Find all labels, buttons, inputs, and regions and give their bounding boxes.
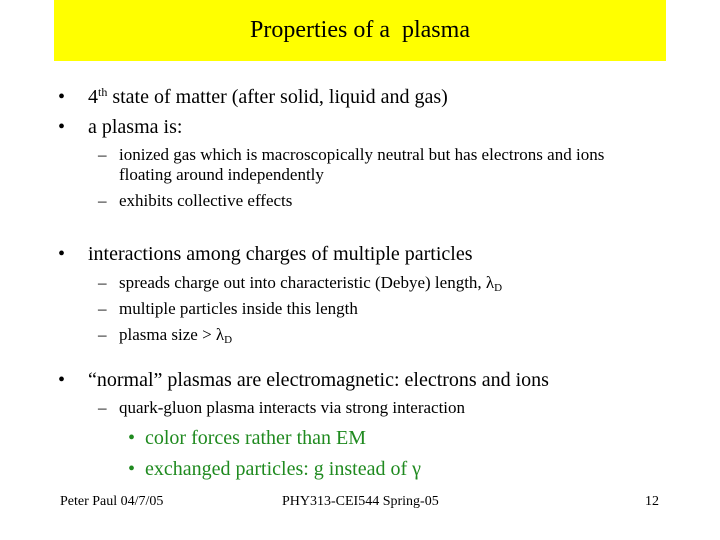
subbullet-debye-length: [98, 273, 502, 293]
green-bullet-exchanged-particles: [128, 458, 421, 481]
subbullet-multiple-particles: [98, 299, 358, 319]
bullet-plasma-is: [58, 116, 182, 139]
footer-author-date: Peter Paul 04/7/05: [60, 494, 164, 509]
dash-icon: –: [98, 325, 107, 344]
bullet-icon: •: [58, 369, 66, 391]
subbullet-text: exhibits collective effects: [119, 191, 293, 210]
title-bar: [54, 0, 666, 61]
dash-icon: –: [98, 191, 107, 210]
bullet-text: interactions among charges of multiple particles: [88, 243, 473, 265]
subbullet-ionized-gas: [98, 145, 604, 185]
bullet-text: a plasma is:: [88, 116, 183, 138]
subbullet-text: quark-gluon plasma interacts via strong interaction: [119, 398, 466, 417]
subbullet-text: spreads charge out into characteristic (Debye) length, λ: [119, 273, 495, 292]
subbullet-quark-gluon: [98, 398, 465, 418]
green-bullet-color-forces: [128, 427, 366, 450]
bullet-icon: •: [128, 458, 136, 480]
dash-icon: –: [98, 299, 107, 318]
footer-course: PHY313-CEI544 Spring-05: [282, 494, 439, 509]
bullet-text: “normal” plasmas are electromagnetic: electrons and ions: [88, 369, 549, 391]
subscript: D: [224, 334, 233, 346]
bullet-text: 4: [88, 86, 98, 108]
dash-icon: –: [98, 145, 107, 164]
bullet-normal-plasmas: [58, 369, 549, 392]
dash-icon: –: [98, 273, 107, 292]
subbullet-plasma-size: [98, 325, 232, 345]
bullet-icon: •: [58, 243, 66, 265]
slide-title: Properties of a plasma: [250, 17, 470, 43]
green-bullet-text: exchanged particles: g instead of γ: [145, 458, 421, 480]
subbullet-text-continued: floating around independently: [119, 165, 324, 184]
bullet-icon: •: [58, 116, 66, 138]
bullet-text: state of matter (after solid, liquid and gas): [107, 86, 448, 108]
footer-page-number: 12: [645, 494, 659, 509]
bullet-icon: •: [58, 86, 66, 108]
subscript: D: [494, 282, 503, 294]
subbullet-text: plasma size > λ: [119, 325, 225, 344]
dash-icon: –: [98, 398, 107, 417]
subbullet-collective-effects: [98, 191, 292, 211]
bullet-state-of-matter: [58, 86, 448, 109]
superscript: th: [98, 85, 108, 99]
bullet-interactions: [58, 243, 473, 266]
bullet-icon: •: [128, 427, 136, 449]
subbullet-text: multiple particles inside this length: [119, 299, 358, 318]
green-bullet-text: color forces rather than EM: [145, 427, 367, 449]
subbullet-text: ionized gas which is macroscopically neutral but has electrons and ions: [119, 145, 605, 164]
